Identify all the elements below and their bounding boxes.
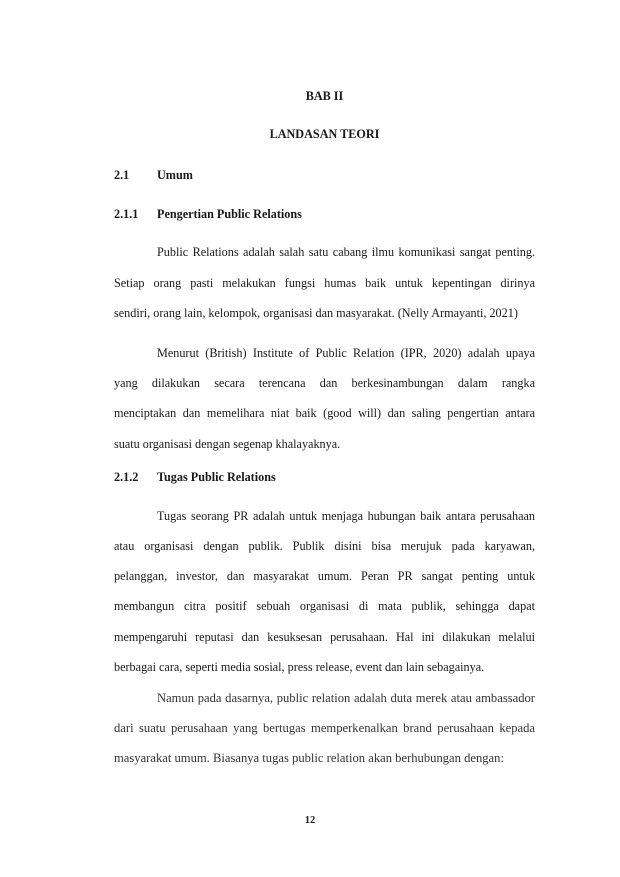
paragraph-line: pelanggan, investor, dan masyarakat umum. Peran PR sangat penting untuk [114, 569, 535, 583]
paragraph-line: mempengaruhi reputasi dan kesuksesan perusahaan. Hal ini dilakukan melalui [114, 630, 535, 644]
subsection-title: Tugas Public Relations [157, 470, 276, 484]
subsection-title: Pengertian Public Relations [157, 207, 302, 221]
paragraph-line: suatu organisasi dengan segenap khalayaknya. [114, 437, 341, 451]
paragraph-line: dari suatu perusahaan yang bertugas memperkenalkan brand perusahaan kepada [114, 721, 535, 735]
paragraph-line: yang dilakukan secara terencana dan berkesinambungan dalam rangka [114, 376, 535, 390]
section-title: Umum [157, 168, 193, 182]
paragraph-line: atau organisasi dengan publik. Publik disini bisa merujuk pada karyawan, [114, 539, 535, 553]
section-number: 2.1 [114, 168, 130, 182]
paragraph-line: sendiri, orang lain, kelompok, organisasi dan masyarakat. (Nelly Armayanti, 2021) [114, 306, 518, 320]
paragraph-line: Namun pada dasarnya, public relation adalah duta merek atau ambassador [157, 691, 535, 705]
paragraph-line: membangun citra positif sebuah organisasi di mata publik, sehingga dapat [114, 599, 535, 613]
paragraph-line: berbagai cara, seperti media sosial, press release, event dan lain sebagainya. [114, 660, 485, 674]
chapter-label: BAB II [305, 89, 344, 103]
paragraph-line: Public Relations adalah salah satu cabang ilmu komunikasi sangat penting. [157, 245, 535, 259]
paragraph-line: Menurut (British) Institute of Public Relation (IPR, 2020) adalah upaya [157, 346, 535, 360]
page-number: 12 [304, 815, 316, 826]
paragraph-line: Tugas seorang PR adalah untuk menjaga hubungan baik antara perusahaan [157, 509, 535, 523]
chapter-title: LANDASAN TEORI [269, 127, 380, 141]
subsection-number: 2.1.1 [114, 207, 139, 221]
subsection-number: 2.1.2 [114, 470, 139, 484]
paragraph-line: masyarakat umum. Biasanya tugas public relation akan berhubungan dengan: [114, 751, 504, 765]
paragraph-line: Setiap orang pasti melakukan fungsi humas baik untuk kepentingan dirinya [114, 276, 535, 290]
paragraph-line: menciptakan dan memelihara niat baik (good will) dan saling pengertian antara [114, 406, 535, 420]
